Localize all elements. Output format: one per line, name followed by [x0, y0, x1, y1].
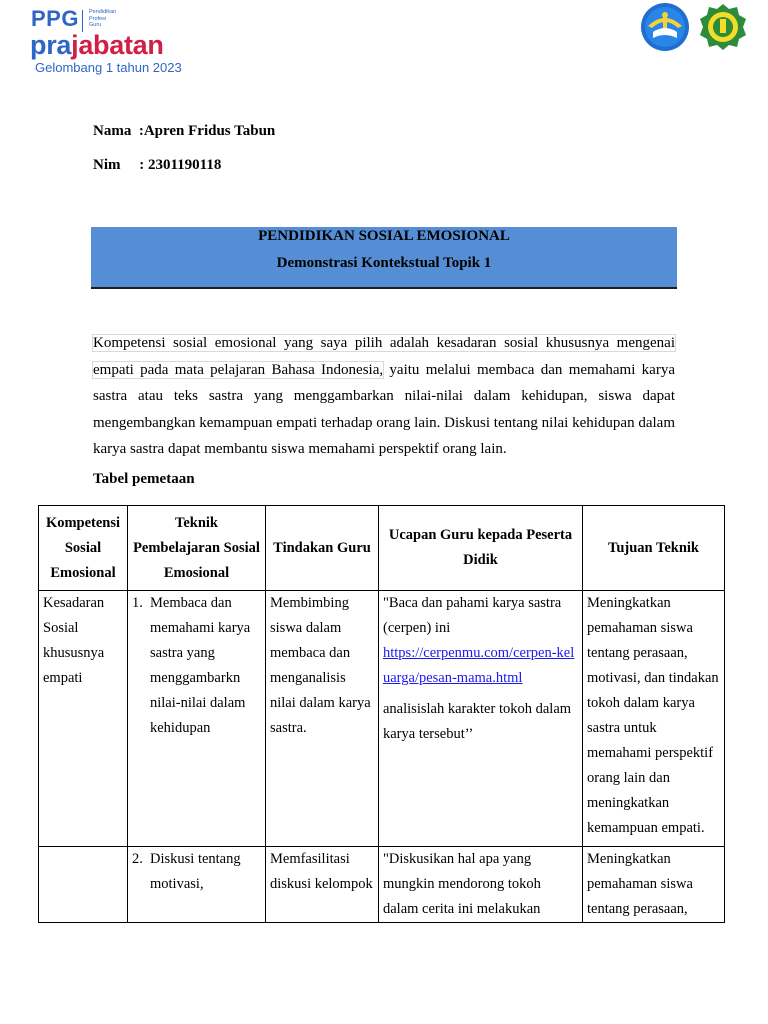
paragraph-highlighted: Kompetensi sosial emosional yang saya pilih adalah kesadaran sosial khususnya mengenai empati pada mata pelajaran Bahasa Indonesia,: [93, 335, 675, 378]
name-value: :Apren Fridus Tabun: [138, 123, 276, 139]
prajabatan-logo-text: [30, 30, 164, 61]
list-number: 1.: [132, 595, 143, 611]
document-title: PENDIDIKAN SOSIAL EMOSIONAL: [258, 228, 510, 244]
cell-ucapan: "Diskusikan hal apa yang mungkin mendorong tokoh dalam cerita ini melakukan: [379, 847, 583, 923]
name-line: [93, 123, 275, 140]
wave-label: Gelombang 1 tahun 2023: [35, 60, 182, 75]
teknik-text: Diskusi tentang motivasi,: [150, 851, 241, 892]
ppg-logo-subtext: [89, 9, 116, 29]
table-header: Kompetensi Sosial Emosional: [39, 506, 128, 591]
cell-tujuan: Meningkatkan pemahaman siswa tentang perasaan, motivasi, dan tindakan tokoh dalam karya sastra untuk memahami perspektif orang lain dan meningkatkan kemampuan empati.: [583, 591, 725, 847]
name-label: Nama: [93, 123, 132, 139]
paragraph-rest: yaitu melalui membaca dan memahami karya sastra atau teks sastra yang menggambarkan nilai-nilai dalam kehidupan, siswa dapat mengembangkan kemampuan empati terhadap orang lain. Diskusi tentang nilai kehidupan dalam karya sastra dapat membantu siswa memahami perspektif orang lain.: [93, 361, 675, 457]
ucapan-text: "Baca dan pahami karya sastra (cerpen) ini: [383, 595, 562, 636]
cell-tujuan: Meningkatkan pemahaman siswa tentang perasaan,: [583, 847, 725, 923]
table-row: [39, 847, 725, 923]
university-logo: [698, 3, 748, 51]
prajabatan-part1: pra: [30, 30, 72, 60]
cell-kompetensi: Kesadaran Sosial khususnya empati: [39, 591, 128, 847]
table-header-row: [39, 506, 725, 591]
prajabatan-part2: jabatan: [71, 30, 164, 60]
cell-tindakan: Membimbing siswa dalam membaca dan menganalisis nilai dalam karya sastra.: [266, 591, 379, 847]
table-title: Tabel pemetaan: [93, 471, 195, 487]
ppg-subtext-line: Pendidikan: [89, 9, 117, 15]
list-number: 2.: [132, 851, 143, 867]
teknik-text: Membaca dan memahami karya sastra yang menggambarkn nilai-nilai dalam kehidupan: [150, 595, 251, 736]
cerpen-link[interactable]: https://cerpenmu.com/cerpen-keluarga/pesan-mama.html: [383, 645, 575, 686]
table-row: [39, 591, 725, 847]
intro-paragraph: [93, 330, 675, 463]
nim-value: : 2301190118: [139, 157, 222, 173]
ucapan-text-continued: analisislah karakter tokoh dalam karya tersebut’’: [383, 701, 572, 742]
table-header: Ucapan Guru kepada Peserta Didik: [379, 506, 583, 591]
nim-label: Nim: [93, 157, 121, 173]
ppg-subtext-line: Profesi: [89, 15, 107, 22]
kemendikbud-logo: [638, 2, 692, 52]
table-header: Teknik Pembelajaran Sosial Emosional: [128, 506, 266, 591]
ppg-logo-text: PPG: [31, 6, 79, 31]
cell-tindakan: Memfasilitasi diskusi kelompok: [266, 847, 379, 923]
cell-kompetensi: [39, 847, 128, 923]
table-header: Tujuan Teknik: [583, 506, 725, 591]
cell-teknik: [128, 847, 266, 923]
title-box: [91, 227, 677, 289]
cell-teknik: [128, 591, 266, 847]
table-header: Tindakan Guru: [266, 506, 379, 591]
document-subtitle: Demonstrasi Kontekstual Topik 1: [276, 255, 492, 271]
logo-divider: [82, 10, 83, 32]
nim-line: [93, 157, 221, 174]
ppg-subtext-line: Guru: [89, 22, 102, 28]
cell-ucapan: [379, 591, 583, 847]
mapping-table: [38, 505, 725, 923]
